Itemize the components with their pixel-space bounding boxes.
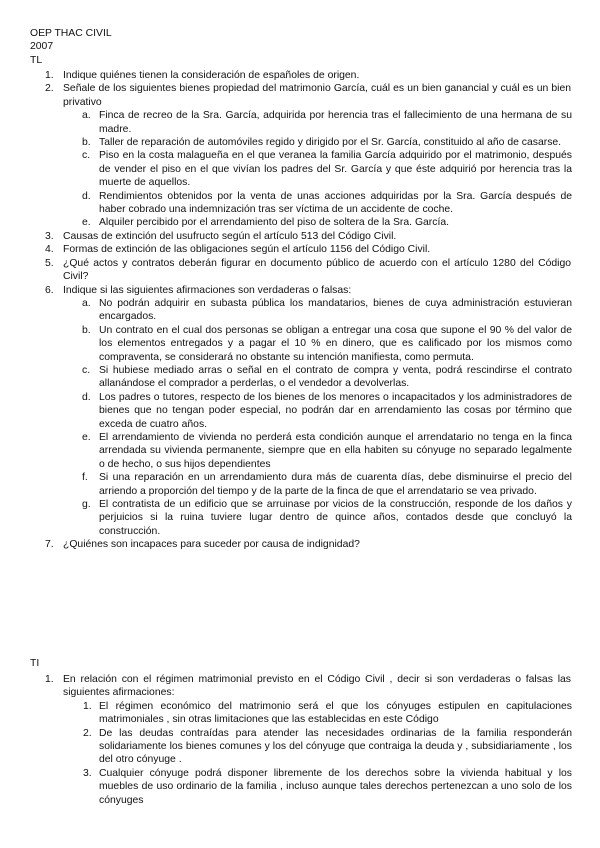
sub-item-text: El contratista de un edificio que se arruinase por vicios de la construcción, responde de los daños y perjuicios si la ruina tuviere lugar dentro de quince años, contados desde que concluyó la construcción.	[99, 499, 572, 537]
question-3	[0, 230, 571, 243]
sub-item-text: Piso en la costa malagueña en el que veranea la familia García adquirido por el matrimonio, después de vender el piso en el que vivían los padres del Sr. García y que éste adquirió por herencia tras la muerte de aquellos.	[99, 150, 572, 189]
sub-item-text: El arrendamiento de vivienda no perderá esta condición aunque el arrendatario no tenga en la finca arrendada su vivienda permanente, siempre que en ella habiten su cónyuge no separado legalmente o de hecho, o sus hijos dependientes	[99, 431, 572, 470]
sub-item	[0, 431, 572, 471]
question-text: Formas de extinción de las obligaciones según el artículo 1156 del Código Civil.	[63, 244, 431, 256]
question-2	[0, 82, 571, 109]
list-letter: d.	[82, 190, 91, 202]
sub-item	[0, 190, 572, 217]
sub-item	[0, 297, 572, 324]
question-text: Señale de los siguientes bienes propiedad del matrimonio García, cuál es un bien ganancial y cuál es un bien privativo	[63, 83, 571, 108]
document-title: OEP THAC CIVIL	[30, 28, 112, 39]
question-7	[0, 538, 571, 551]
sub-item	[0, 767, 572, 807]
sub-item-text: El régimen económico del matrimonio será el que los cónyuges estipulen en capitulaciones matrimoniales , sin otras limitaciones que las establecidas en este Código	[99, 700, 572, 726]
section-tl-list	[0, 69, 600, 552]
sub-item-text: De las deudas contraídas para atender las necesidades ordinarias de la familia responderán solidariamente los bienes comunes y los del cónyuge que contraiga la deuda y , subsidiariamente , los del otro cónyuge .	[99, 727, 572, 766]
list-letter: e.	[82, 431, 91, 443]
list-number: 7.	[45, 539, 54, 551]
question-text: ¿Qué actos y contratos deberán figurar en documento público de acuerdo con el artículo 1280 del Código Civil?	[63, 257, 571, 283]
sub-item-text: Si hubiese mediado arras o señal en el contrato de compra y venta, podrá rescindirse el contrato allanándose el comprador a perderlas, o el vendedor a devolverlas.	[99, 364, 572, 390]
section-ti-list	[0, 673, 600, 807]
sub-item	[0, 109, 572, 136]
question-text: ¿Quiénes son incapaces para suceder por causa de indignidad?	[63, 539, 360, 551]
list-letter: f.	[82, 472, 88, 484]
question-text: Indique quiénes tienen la consideración de españoles de origen.	[63, 70, 360, 81]
question-6	[0, 284, 571, 297]
sub-item	[0, 149, 572, 189]
sub-item-text: Los padres o tutores, respecto de los bienes de los menores o incapacitados y los administradores de bienes que no tengan poder especial, no podrán dar en arrendamiento las cosas por término que exceda de cuatro años.	[99, 391, 572, 430]
sub-item-text: Rendimientos obtenidos por la venta de unas acciones adquiridas por la Sra. García después de haber cobrado una indemnización tras ser víctima de un accidente de coche.	[99, 190, 572, 216]
list-letter: c.	[82, 364, 91, 376]
list-letter: c.	[82, 150, 91, 162]
sub-item	[0, 391, 572, 431]
sub-item	[0, 498, 572, 538]
sub-item-text: Alquiler percibido por el arrendamiento del piso de soltera de la Sra. García.	[99, 217, 450, 229]
question-5	[0, 257, 571, 284]
list-number: 4.	[45, 244, 54, 256]
question-text: Indique si las siguientes afirmaciones son verdaderas o falsas:	[63, 284, 352, 296]
list-letter: g.	[82, 499, 91, 510]
document-year: 2007	[30, 41, 54, 52]
sub-item	[0, 324, 572, 364]
sub-item-text: Taller de reparación de automóviles regido y dirigido por el Sr. García, constituido al año de casarse.	[99, 137, 562, 149]
sub-item	[0, 136, 572, 149]
list-letter: a.	[82, 110, 91, 122]
section-title-tl: TL	[30, 55, 43, 66]
sub-item	[0, 700, 572, 727]
sub-item-text: No podrán adquirir en subasta pública los mandatarios, bienes de cuya administración estuvieran encargados.	[99, 297, 572, 323]
question-text: En relación con el régimen matrimonial previsto en el Código Civil , decir si son verdaderas o falsas las siguientes afirmaciones:	[63, 674, 571, 699]
list-letter: b.	[82, 324, 91, 336]
sub-item	[0, 727, 572, 767]
sub-item	[0, 364, 572, 391]
sub-item	[0, 216, 572, 229]
list-letter: d.	[82, 391, 91, 403]
list-number: 1.	[83, 700, 92, 712]
question-ti-1	[0, 673, 571, 700]
list-number: 6.	[45, 284, 54, 296]
question-1	[0, 69, 571, 82]
sub-item-text: Cualquier cónyuge podrá disponer libremente de los derechos sobre la vivienda habitual y los muebles de uso ordinario de la familia , incluso aunque tales derechos pertenezcan a uno solo de los cónyuges	[99, 767, 572, 806]
sub-item-text: Un contrato en el cual dos personas se obligan a entregar una cosa que supone el 90 % del valor de los elementos entregados y a pagar el 10 % en dinero, que es calificado por los mismos como compraventa, se considerará no obstante su intención manifiesta, como permuta.	[99, 324, 572, 363]
list-number: 3.	[83, 767, 92, 779]
list-number: 1.	[45, 70, 54, 81]
list-letter: b.	[82, 137, 91, 149]
list-number: 2.	[45, 83, 54, 95]
sub-item-text: Finca de recreo de la Sra. García, adquirida por herencia tras el fallecimiento de una hermana de su madre.	[99, 110, 572, 135]
list-number: 5.	[45, 257, 54, 269]
question-text: Causas de extinción del usufructo según el artículo 513 del Código Civil.	[63, 230, 397, 242]
section-title-ti: TI	[30, 658, 40, 669]
question-4	[0, 243, 571, 256]
sub-item-text: Si una reparación en un arrendamiento dura más de cuarenta días, debe disminuirse el precio del arriendo a proporción del tiempo y de la parte de la finca de que el arrendatario se vea privado.	[99, 472, 572, 497]
list-number: 3.	[45, 230, 54, 242]
sub-item	[0, 471, 572, 498]
list-number: 1.	[45, 674, 54, 685]
list-letter: e.	[82, 217, 91, 229]
list-letter: a.	[82, 297, 91, 309]
list-number: 2.	[83, 727, 92, 739]
